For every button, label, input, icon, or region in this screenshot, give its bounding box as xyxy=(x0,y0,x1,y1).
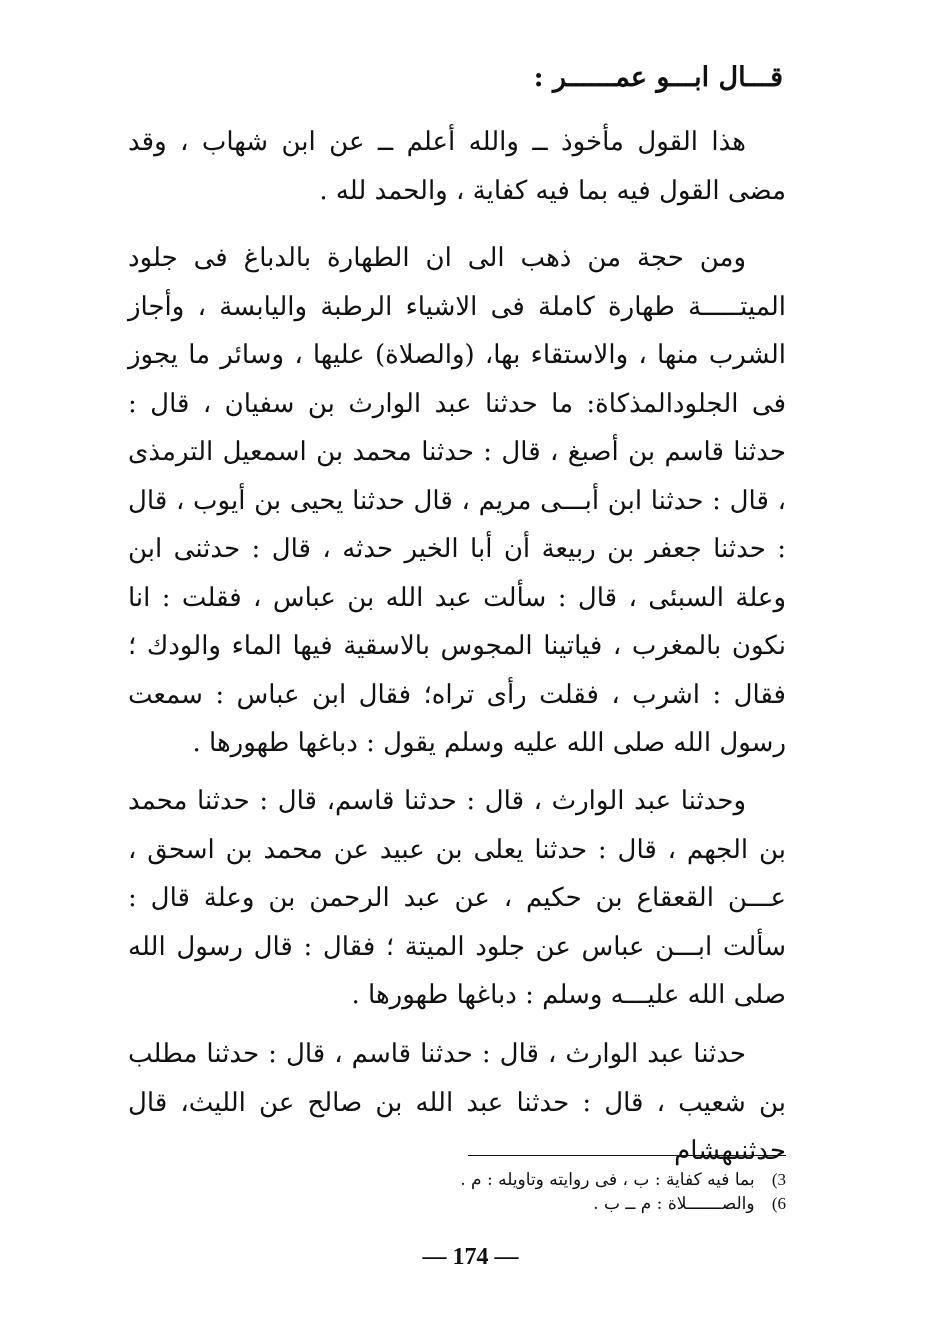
paragraph-1-text: هذا القول مأخوذ ــ والله أعلم ــ عن ابن شهاب ، وقد مضى القول فيه بما فيه كفاية ، والحمد لله . xyxy=(128,127,786,206)
page-number: — 174 — xyxy=(422,1244,519,1270)
paragraph-4 xyxy=(128,1030,786,1176)
footnote-text: بما فيه كفاية : ب ، فى روايته وتاويله : م . xyxy=(460,1170,755,1190)
footnote-item xyxy=(286,1192,786,1216)
paragraph-1 xyxy=(128,118,786,215)
footnote-number: 6) xyxy=(771,1194,786,1213)
footnote-item xyxy=(286,1168,786,1192)
footnote-divider xyxy=(468,1155,786,1156)
footnotes xyxy=(286,1168,786,1216)
paragraph-2 xyxy=(128,234,786,768)
paragraph-4-text: حدثنا عبد الوارث ، قال : حدثنا قاسم ، قال : حدثنا مطلب بن شعيب ، قال : حدثنا عبد الله بن صالح عن الليث، قال حدثنىهشام xyxy=(128,1039,786,1166)
paragraph-3-text: وحدثنا عبد الوارث ، قال : حدثنا قاسم، قال : حدثنا محمد بن الجهم ، قال : حدثنا يعلى بن عبيد عن محمد بن اسحق ، عـــن القعقاع بن حكيم ، عن عبد الرحمن بن وعلة قال : سألت ابـــن عباس عن جلود الميتة ؛ فقال : قال رسول الله صلى الله عليـــه وسلم : دباغها طهورها . xyxy=(128,786,786,1010)
paragraph-3 xyxy=(128,777,786,1020)
paragraph-2-text: ومن حجة من ذهب الى ان الطهارة بالدباغ فى جلود الميتـــــة طهارة كاملة فى الاشياء الرطبة واليابسة ، وأجاز الشرب منها ، والاستقاء بها، (والصلاة) عليها ، وسائر ما يجوز فى الجلودالمذكاة: ما حدثنا عبد الوارث بن سفيان ، قال : حدثنا قاسم بن أصبغ ، قال : حدثنا محمد بن اسمعيل الترمذى ، قال : حدثنا ابن أبـــى مريم ، قال حدثنا يحيى بن أيوب ، قال : حدثنا جعفر بن ربيعة أن أبا الخير حدثه ، قال : حدثنى ابن وعلة السبئى ، قال : سألت عبد الله بن عباس ، فقلت : انا نكون بالمغرب ، فياتينا المجوس بالاسقية فيها الماء والودك ؛ فقال : اشرب ، فقلت رأى تراه؛ فقال ابن عباس : سمعت رسول الله صلى الله عليه وسلم يقول : دباغها طهورها . xyxy=(128,243,786,758)
footnote-text: والصـــــــلاة : م ــ ب . xyxy=(593,1194,755,1214)
footnote-number: 3) xyxy=(771,1170,786,1189)
section-heading: قـــال ابـــو عمــــــر : xyxy=(533,62,783,93)
